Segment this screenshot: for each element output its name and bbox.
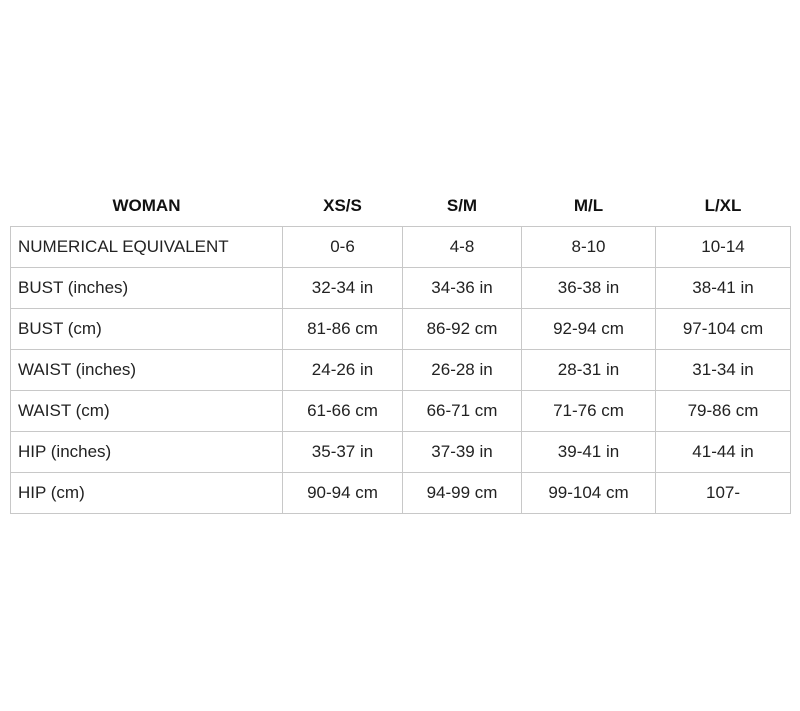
table-cell: 92-94 cm	[522, 309, 656, 350]
size-chart-table	[10, 186, 791, 514]
table-cell: 32-34 in	[283, 268, 403, 309]
table-row	[11, 432, 791, 473]
table-cell: 107-	[656, 473, 791, 514]
table-cell: 71-76 cm	[522, 391, 656, 432]
table-cell: 38-41 in	[656, 268, 791, 309]
table-cell: 66-71 cm	[403, 391, 522, 432]
row-label: HIP (cm)	[11, 473, 283, 514]
table-cell: 24-26 in	[283, 350, 403, 391]
row-label: WAIST (cm)	[11, 391, 283, 432]
table-cell: 79-86 cm	[656, 391, 791, 432]
table-cell: 0-6	[283, 227, 403, 268]
table-cell: 61-66 cm	[283, 391, 403, 432]
table-cell: 41-44 in	[656, 432, 791, 473]
table-cell: 36-38 in	[522, 268, 656, 309]
table-cell: 31-34 in	[656, 350, 791, 391]
header-cell-woman: WOMAN	[112, 196, 181, 215]
row-label: NUMERICAL EQUIVALENT	[11, 227, 283, 268]
table-row	[11, 309, 791, 350]
table-cell: 94-99 cm	[403, 473, 522, 514]
table-row	[11, 350, 791, 391]
table-row	[11, 268, 791, 309]
header-row	[11, 186, 791, 227]
row-label: HIP (inches)	[11, 432, 283, 473]
header-cell-l-xl: L/XL	[704, 196, 742, 215]
table-cell: 86-92 cm	[403, 309, 522, 350]
table-row	[11, 227, 791, 268]
table-cell: 37-39 in	[403, 432, 522, 473]
table-cell: 34-36 in	[403, 268, 522, 309]
table-cell: 8-10	[522, 227, 656, 268]
table-cell: 10-14	[656, 227, 791, 268]
header-cell-m-l: M/L	[573, 196, 604, 215]
table-row	[11, 391, 791, 432]
table-cell: 99-104 cm	[522, 473, 656, 514]
row-label: WAIST (inches)	[11, 350, 283, 391]
row-label: BUST (cm)	[11, 309, 283, 350]
table-cell: 97-104 cm	[656, 309, 791, 350]
table-cell: 90-94 cm	[283, 473, 403, 514]
table-cell: 28-31 in	[522, 350, 656, 391]
table-cell: 81-86 cm	[283, 309, 403, 350]
header-cell-s-m: S/M	[446, 196, 478, 215]
table-cell: 39-41 in	[522, 432, 656, 473]
header-cell-xs-s: XS/S	[323, 196, 362, 215]
table-cell: 4-8	[403, 227, 522, 268]
row-label: BUST (inches)	[11, 268, 283, 309]
table-row	[11, 473, 791, 514]
table-cell: 26-28 in	[403, 350, 522, 391]
table-cell: 35-37 in	[283, 432, 403, 473]
